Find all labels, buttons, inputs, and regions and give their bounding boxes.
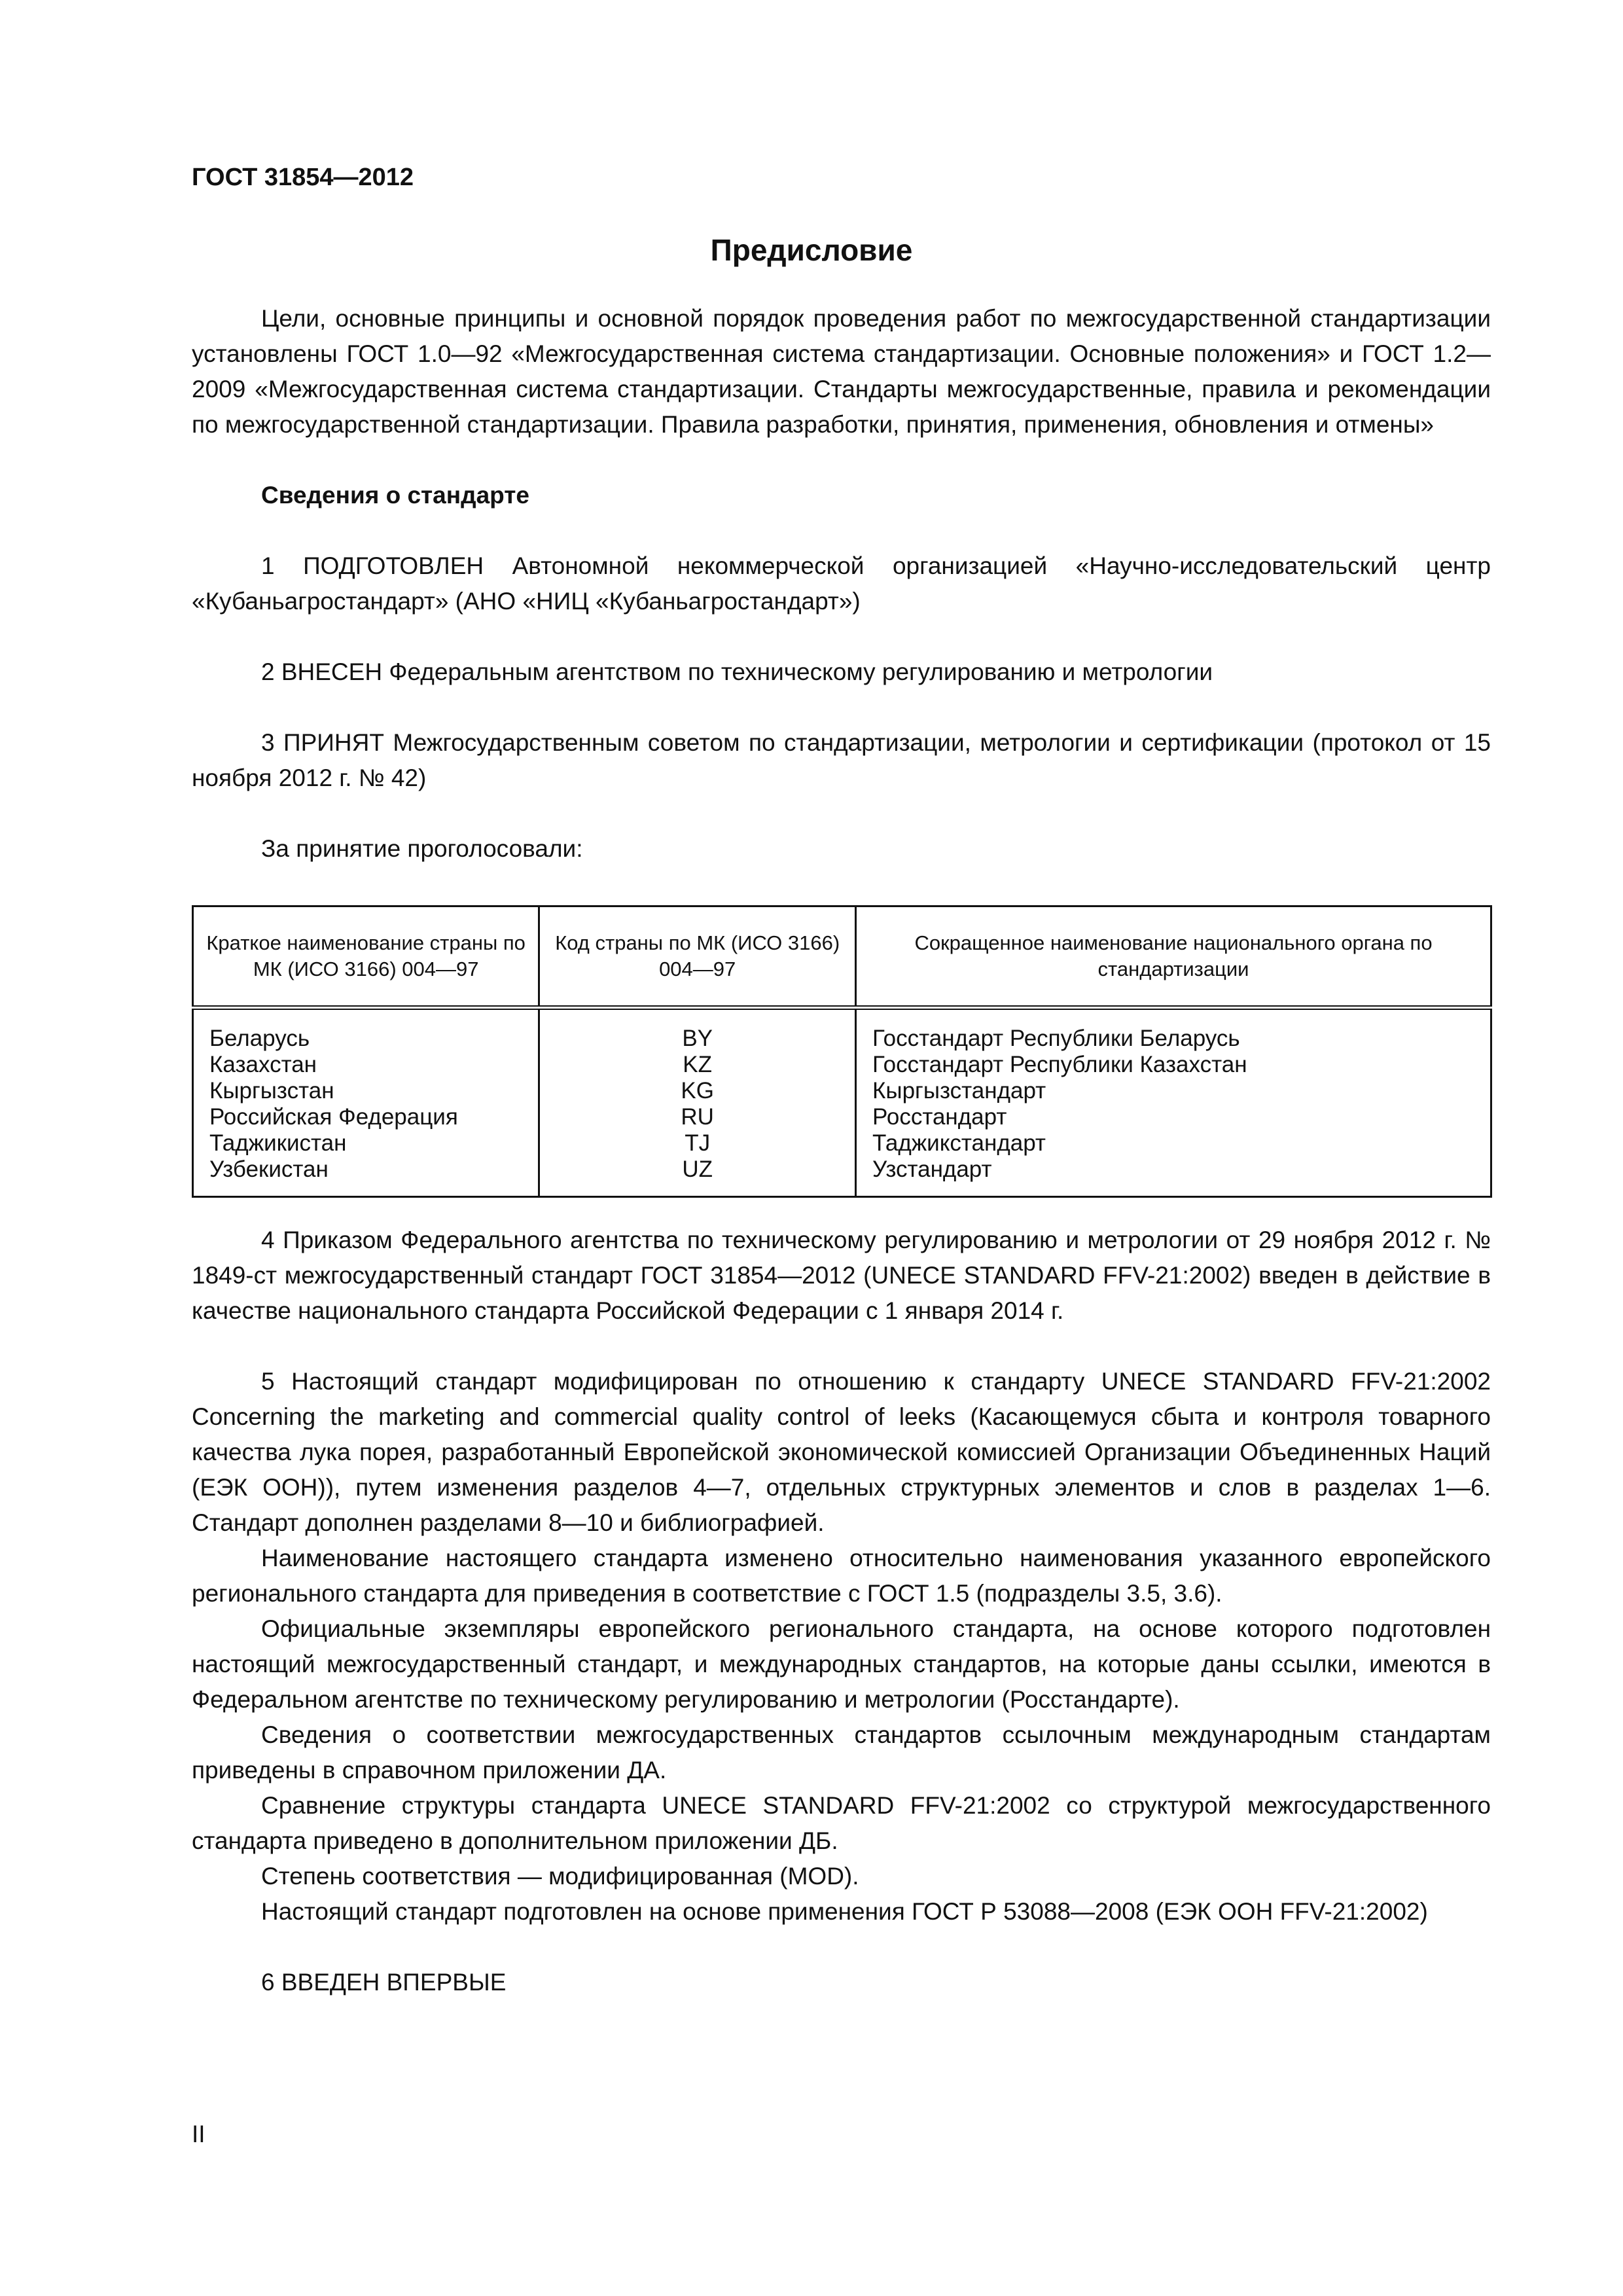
body-cell: Госстандарт Республики Казахстан — [856, 1052, 1491, 1078]
table-header-country: Краткое наименование страны по МК (ИСО 3166) 004—97 — [193, 906, 539, 1008]
country-cell: Казахстан — [193, 1052, 539, 1078]
table-row — [193, 1157, 1491, 1197]
section-subheading: Сведения о стандарте — [261, 482, 529, 509]
code-cell: RU — [539, 1104, 856, 1130]
item-name-changed: Наименование настоящего стандарта изменено относительно наименования указанного европейского регионального стандарта для приведения в соответствие с ГОСТ 1.5 (подразделы 3.5, 3.6). — [192, 1545, 1491, 1607]
item-based-on: Настоящий стандарт подготовлен на основе применения ГОСТ Р 53088—2008 (ЕЭК ООН FFV-21:2002) — [261, 1898, 1428, 1925]
intro-section — [192, 301, 1491, 867]
table-row — [193, 1130, 1491, 1157]
body-cell: Росстандарт — [856, 1104, 1491, 1130]
table-row — [193, 1008, 1491, 1052]
table-header-row — [193, 906, 1491, 1008]
table-header-body: Сокращенное наименование национального органа по стандартизации — [856, 906, 1491, 1008]
country-cell: Кыргызстан — [193, 1078, 539, 1104]
details-section — [192, 1223, 1491, 2000]
code-cell: UZ — [539, 1157, 856, 1197]
country-cell: Таджикистан — [193, 1130, 539, 1157]
table-row — [193, 1078, 1491, 1104]
item-official-copies: Официальные экземпляры европейского регионального стандарта, на основе которого подготовлен настоящий межгосударственный стандарт, и международных стандартов, на которые даны ссылки, имеются в Федеральном агентстве по техническому регулированию и метрологии (Росстандарте). — [192, 1615, 1491, 1713]
page-number: II — [192, 2121, 205, 2147]
voted-intro: За принятие проголосовали: — [261, 835, 583, 862]
item-conformity-info: Сведения о соответствии межгосударственных стандартов ссылочным международным стандартам приведены в справочном приложении ДА. — [192, 1721, 1491, 1784]
table-row — [193, 1052, 1491, 1078]
table-header-code: Код страны по МК (ИСО 3166) 004—97 — [539, 906, 856, 1008]
page-title: Предисловие — [710, 233, 913, 267]
body-cell: Узстандарт — [856, 1157, 1491, 1197]
body-cell: Кыргызстандарт — [856, 1078, 1491, 1104]
voting-countries-table — [192, 905, 1492, 1198]
item-structure-compare: Сравнение структуры стандарта UNECE STANDARD FFV-21:2002 со структурой межгосударственного стандарта приведено в дополнительном приложении ДБ. — [192, 1792, 1491, 1854]
country-cell: Беларусь — [193, 1008, 539, 1052]
code-cell: TJ — [539, 1130, 856, 1157]
code-cell: KZ — [539, 1052, 856, 1078]
item-adopted: 3 ПРИНЯТ Межгосударственным советом по стандартизации, метрологии и сертификации (протокол от 15 ноября 2012 г. № 42) — [192, 729, 1491, 791]
country-cell: Российская Федерация — [193, 1104, 539, 1130]
table-row — [193, 1104, 1491, 1130]
item-introduced: 6 ВВЕДЕН ВПЕРВЫЕ — [261, 1969, 507, 1996]
body-cell: Госстандарт Республики Беларусь — [856, 1008, 1491, 1052]
item-degree: Степень соответствия — модифицированная (MOD). — [261, 1863, 859, 1890]
item-modified: 5 Настоящий стандарт модифицирован по отношению к стандарту UNECE STANDARD FFV-21:2002 Concerning the marketing and commercial quality control of leeks (Касающемуся сбыта и контроля товарного качества лука порея, разработанный Европейской экономической комиссией Организации Объединенных Наций (ЕЭК ООН)), путем изменения разделов 4—7, отдельных структурных элементов и слов в разделах 1—6. Стандарт дополнен разделами 8—10 и библиографией. — [192, 1368, 1491, 1536]
standard-code-header: ГОСТ 31854—2012 — [192, 164, 414, 191]
code-cell: KG — [539, 1078, 856, 1104]
body-cell: Таджикстандарт — [856, 1130, 1491, 1157]
item-submitted: 2 ВНЕСЕН Федеральным агентством по техническому регулированию и метрологии — [261, 658, 1213, 685]
code-cell: BY — [539, 1008, 856, 1052]
intro-paragraph: Цели, основные принципы и основной порядок проведения работ по межгосударственной стандартизации установлены ГОСТ 1.0—92 «Межгосударственная система стандартизации. Основные положения» и ГОСТ 1.2—2009 «Межгосударственная система стандартизации. Стандарты межгосударственные, правила и рекомендации по межгосударственной стандартизации. Правила разработки, принятия, применения, обновления и отмены» — [192, 305, 1491, 438]
item-order: 4 Приказом Федерального агентства по техническому регулированию и метрологии от 29 ноября 2012 г. № 1849-ст межгосударственный стандарт ГОСТ 31854—2012 (UNECE STANDARD FFV-21:2002) введен в действие в качестве национального стандарта Российской Федерации с 1 января 2014 г. — [192, 1227, 1491, 1324]
country-cell: Узбекистан — [193, 1157, 539, 1197]
item-prepared: 1 ПОДГОТОВЛЕН Автономной некоммерческой организацией «Научно-исследовательский центр «Кубаньагростандарт» (АНО «НИЦ «Кубаньагростандарт») — [192, 552, 1491, 615]
